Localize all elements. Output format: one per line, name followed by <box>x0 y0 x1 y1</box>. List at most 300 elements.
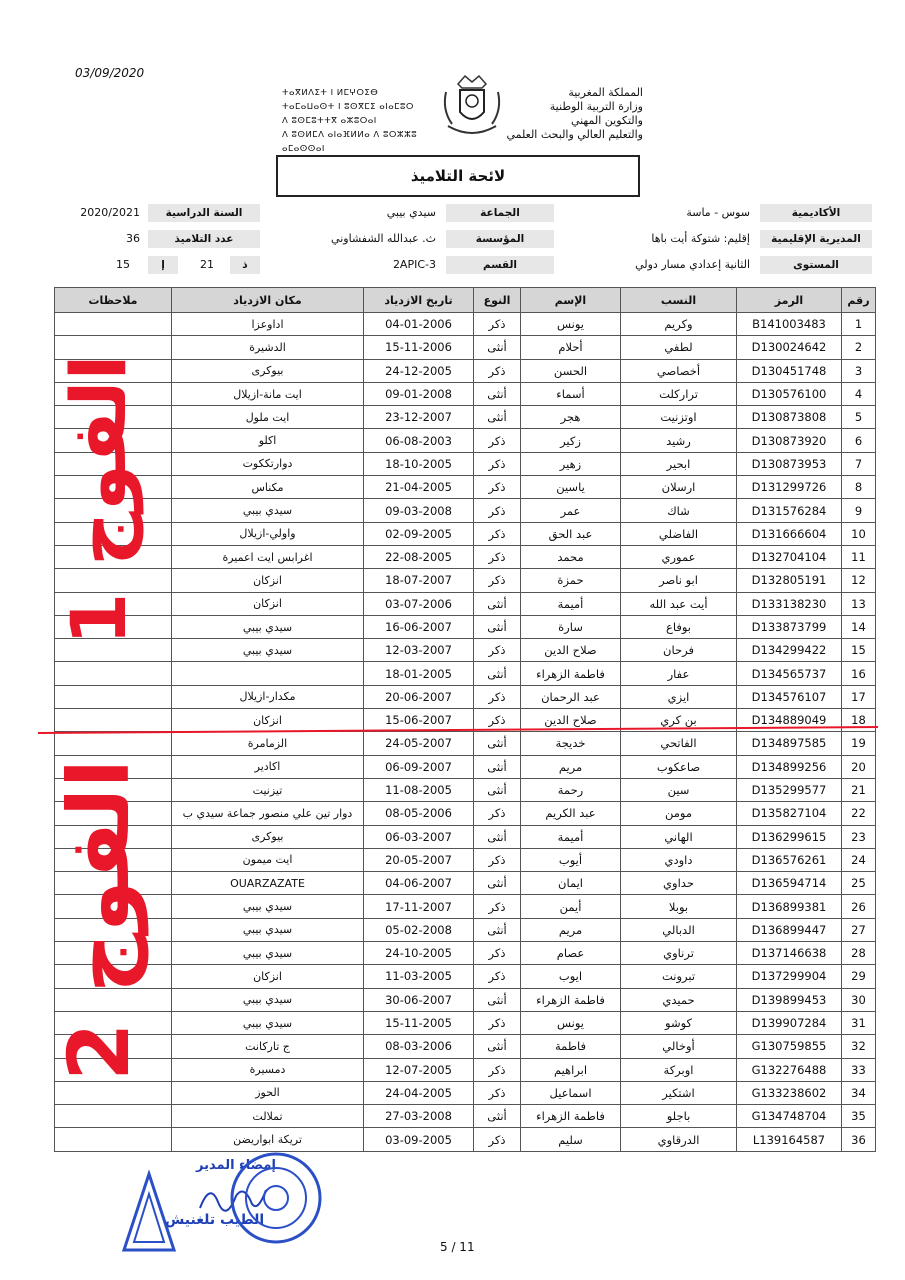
notes-cell <box>55 336 172 359</box>
birth-place-cell: اكلو <box>172 429 364 452</box>
code-cell: G132276488 <box>737 1058 842 1081</box>
notes-cell <box>55 639 172 662</box>
birth-date-cell: 24-12-2005 <box>364 359 474 382</box>
birth-place-cell: انزكان <box>172 709 364 732</box>
group1-label: الفوج 1 <box>54 354 143 646</box>
surname-cell: بوبلا <box>621 895 737 918</box>
signature-label: إمضاء المدير <box>196 1158 276 1173</box>
notes-cell <box>55 778 172 801</box>
table-row <box>55 429 876 452</box>
section-value: 2APIC-3 <box>392 258 436 271</box>
birth-date-cell: 12-03-2007 <box>364 639 474 662</box>
gender-cell: ذكر <box>474 965 521 988</box>
col-surname-header: النسب <box>621 288 737 313</box>
birth-date-cell: 20-06-2007 <box>364 685 474 708</box>
gender-cell: أنثى <box>474 825 521 848</box>
table-row <box>55 639 876 662</box>
code-cell: D134565737 <box>737 662 842 685</box>
birth-place-cell: مكناس <box>172 476 364 499</box>
tifinagh-line: ⴷ ⵓⵙⵍⵎⴷ ⴰⵏⴰⴼⵍⵍⴰ ⴷ ⵓⵔⵣⵣⵓ ⴰⵎⴰⵙⵙⴰⵏ <box>282 130 418 154</box>
surname-cell: اوتزنيت <box>621 406 737 429</box>
name-cell: سارة <box>521 615 621 638</box>
birth-date-cell: 23-12-2007 <box>364 406 474 429</box>
birth-place-cell: بيوكرى <box>172 825 364 848</box>
num-cell: 8 <box>842 476 876 499</box>
ministry-line: وزارة التربية الوطنية <box>549 100 643 113</box>
name-cell: زهير <box>521 452 621 475</box>
gender-cell: ذكر <box>474 709 521 732</box>
table-row <box>55 1035 876 1058</box>
code-cell: D130873953 <box>737 452 842 475</box>
gender-cell: أنثى <box>474 778 521 801</box>
print-date: 03/09/2020 <box>75 66 145 80</box>
col-gender-header: النوع <box>474 288 521 313</box>
num-cell: 34 <box>842 1081 876 1104</box>
gender-cell: ذكر <box>474 1128 521 1151</box>
name-cell: يونس <box>521 313 621 336</box>
name-cell: فاطمة <box>521 1035 621 1058</box>
code-cell: D134899256 <box>737 755 842 778</box>
num-cell: 2 <box>842 336 876 359</box>
col-code-header: الرمز <box>737 288 842 313</box>
surname-cell: وكريم <box>621 313 737 336</box>
notes-cell <box>55 802 172 825</box>
table-row <box>55 615 876 638</box>
birth-place-cell: انزكان <box>172 965 364 988</box>
birth-place-cell: دوارتككوت <box>172 452 364 475</box>
code-cell: D136576261 <box>737 848 842 871</box>
surname-cell: رشيد <box>621 429 737 452</box>
gender-cell: أنثى <box>474 1105 521 1128</box>
surname-cell: ترناوي <box>621 942 737 965</box>
gender-cell: ذكر <box>474 476 521 499</box>
commune-label: الجماعة <box>446 204 554 222</box>
num-cell: 30 <box>842 988 876 1011</box>
male-count-value: 21 <box>200 258 214 271</box>
official-stamp-icon <box>228 1150 324 1246</box>
code-cell: D139907284 <box>737 1011 842 1034</box>
institution-value: ث. عبدالله الشفشاوني <box>331 232 436 245</box>
code-cell: D136299615 <box>737 825 842 848</box>
birth-date-cell: 04-06-2007 <box>364 872 474 895</box>
name-cell: رحمة <box>521 778 621 801</box>
name-cell: فاطمة الزهراء <box>521 988 621 1011</box>
gender-cell: ذكر <box>474 1011 521 1034</box>
num-cell: 15 <box>842 639 876 662</box>
birth-date-cell: 24-05-2007 <box>364 732 474 755</box>
code-cell: D130024642 <box>737 336 842 359</box>
surname-cell: مومن <box>621 802 737 825</box>
num-cell: 12 <box>842 569 876 592</box>
code-cell: D131299726 <box>737 476 842 499</box>
surname-cell: كوشو <box>621 1011 737 1034</box>
surname-cell: الفاضلي <box>621 522 737 545</box>
tifinagh-line: ⴷ ⵓⵙⵎⵓⵜⵜⴳ ⴰⵣⵓⵔⴰⵏ <box>282 116 377 126</box>
birth-date-cell: 15-11-2005 <box>364 1011 474 1034</box>
surname-cell: فرحان <box>621 639 737 662</box>
male-count-label: ذ <box>230 256 260 274</box>
birth-date-cell: 06-03-2007 <box>364 825 474 848</box>
table-header-row <box>55 288 876 313</box>
birth-date-cell: 15-06-2007 <box>364 709 474 732</box>
name-cell: صلاح الدين <box>521 639 621 662</box>
name-cell: هجر <box>521 406 621 429</box>
table-row <box>55 732 876 755</box>
birth-date-cell: 20-05-2007 <box>364 848 474 871</box>
birth-date-cell: 18-01-2005 <box>364 662 474 685</box>
birth-place-cell: واولي-ازيلال <box>172 522 364 545</box>
ministry-tifinagh-header <box>282 86 432 156</box>
birth-place-cell: انزكان <box>172 592 364 615</box>
surname-cell: أيت عبد الله <box>621 592 737 615</box>
royal-emblem-icon <box>438 74 506 140</box>
num-cell: 27 <box>842 918 876 941</box>
birth-place-cell: ايت ميمون <box>172 848 364 871</box>
female-count-value: 15 <box>116 258 130 271</box>
num-cell: 5 <box>842 406 876 429</box>
birth-place-cell: اغرابس ايت اعميرة <box>172 545 364 568</box>
page-number: 5 / 11 <box>440 1240 475 1254</box>
name-cell: حمزة <box>521 569 621 592</box>
directorate-label: المديرية الإقليمية <box>760 230 872 248</box>
birth-place-cell: دوار تين علي منصور جماعة سيدي ب <box>172 802 364 825</box>
num-cell: 11 <box>842 545 876 568</box>
code-cell: D134897585 <box>737 732 842 755</box>
code-cell: D133873799 <box>737 615 842 638</box>
code-cell: D130873920 <box>737 429 842 452</box>
table-row <box>55 1105 876 1128</box>
gender-cell: ذكر <box>474 545 521 568</box>
name-cell: عبد الحق <box>521 522 621 545</box>
name-cell: عصام <box>521 942 621 965</box>
notes-cell <box>55 545 172 568</box>
name-cell: عبد الرحمان <box>521 685 621 708</box>
surname-cell: الدبالي <box>621 918 737 941</box>
birth-place-cell: سيدي بيبي <box>172 942 364 965</box>
academy-label: الأكاديمية <box>760 204 872 222</box>
table-row <box>55 872 876 895</box>
birth-place-cell: سيدي بيبي <box>172 988 364 1011</box>
birth-place-cell: ج تاركانت <box>172 1035 364 1058</box>
notes-cell <box>55 709 172 732</box>
gender-cell: أنثى <box>474 336 521 359</box>
notes-cell <box>55 429 172 452</box>
triangle-stamp-icon <box>120 1170 178 1254</box>
gender-cell: ذكر <box>474 452 521 475</box>
table-row <box>55 709 876 732</box>
table-row <box>55 499 876 522</box>
table-row <box>55 755 876 778</box>
surname-cell: لطفي <box>621 336 737 359</box>
birth-place-cell: مكدار-ازيلال <box>172 685 364 708</box>
num-cell: 20 <box>842 755 876 778</box>
birth-place-cell: OUARZAZATE <box>172 872 364 895</box>
table-row <box>55 476 876 499</box>
birth-date-cell: 02-09-2005 <box>364 522 474 545</box>
birth-place-cell: اكادير <box>172 755 364 778</box>
tifinagh-line: ⵜⴰⴳⵍⴷⵉⵜ ⵏ ⵍⵎⵖⵔⵉⴱ <box>282 88 379 98</box>
birth-place-cell: سيدي بيبي <box>172 639 364 662</box>
ministry-line: المملكة المغربية <box>568 86 643 99</box>
surname-cell: باجلو <box>621 1105 737 1128</box>
table-row <box>55 848 876 871</box>
surname-cell: عموري <box>621 545 737 568</box>
notes-cell <box>55 918 172 941</box>
surname-cell: تبرونت <box>621 965 737 988</box>
name-cell: ايوب <box>521 965 621 988</box>
gender-cell: ذكر <box>474 429 521 452</box>
notes-cell <box>55 1035 172 1058</box>
num-cell: 1 <box>842 313 876 336</box>
gender-cell: ذكر <box>474 895 521 918</box>
notes-cell <box>55 942 172 965</box>
col-birth-place-header: مكان الازدياد <box>172 288 364 313</box>
code-cell: D132704104 <box>737 545 842 568</box>
gender-cell: ذكر <box>474 848 521 871</box>
notes-cell <box>55 732 172 755</box>
student-count-value: 36 <box>126 232 140 245</box>
num-cell: 19 <box>842 732 876 755</box>
birth-date-cell: 24-04-2005 <box>364 1081 474 1104</box>
gender-cell: أنثى <box>474 592 521 615</box>
name-cell: عبد الكريم <box>521 802 621 825</box>
birth-place-cell: بيوكرى <box>172 359 364 382</box>
col-name-header: الإسم <box>521 288 621 313</box>
code-cell: D130576100 <box>737 382 842 405</box>
name-cell: صلاح الدين <box>521 709 621 732</box>
notes-cell <box>55 848 172 871</box>
birth-date-cell: 08-05-2006 <box>364 802 474 825</box>
name-cell: ياسين <box>521 476 621 499</box>
notes-cell <box>55 755 172 778</box>
birth-date-cell: 15-11-2006 <box>364 336 474 359</box>
surname-cell: ابو ناصر <box>621 569 737 592</box>
notes-cell <box>55 406 172 429</box>
num-cell: 18 <box>842 709 876 732</box>
num-cell: 33 <box>842 1058 876 1081</box>
num-cell: 32 <box>842 1035 876 1058</box>
birth-date-cell: 30-06-2007 <box>364 988 474 1011</box>
code-cell: D134889049 <box>737 709 842 732</box>
birth-place-cell: الدشيرة <box>172 336 364 359</box>
name-cell: يونس <box>521 1011 621 1034</box>
table-row <box>55 662 876 685</box>
surname-cell: صاعكوب <box>621 755 737 778</box>
birth-date-cell: 08-03-2006 <box>364 1035 474 1058</box>
birth-date-cell: 22-08-2005 <box>364 545 474 568</box>
commune-value: سيدي بيبي <box>386 206 436 219</box>
name-cell: اسماعيل <box>521 1081 621 1104</box>
table-row <box>55 522 876 545</box>
table-row <box>55 825 876 848</box>
school-year-label: السنة الدراسية <box>148 204 260 222</box>
surname-cell: سين <box>621 778 737 801</box>
num-cell: 7 <box>842 452 876 475</box>
surname-cell: اشتكير <box>621 1081 737 1104</box>
notes-cell <box>55 522 172 545</box>
notes-cell <box>55 476 172 499</box>
num-cell: 21 <box>842 778 876 801</box>
school-year-value: 2020/2021 <box>80 206 140 219</box>
name-cell: ايمان <box>521 872 621 895</box>
num-cell: 22 <box>842 802 876 825</box>
table-row <box>55 895 876 918</box>
surname-cell: اوبركة <box>621 1058 737 1081</box>
num-cell: 14 <box>842 615 876 638</box>
code-cell: D137299904 <box>737 965 842 988</box>
notes-cell <box>55 872 172 895</box>
surname-cell: بوفاع <box>621 615 737 638</box>
surname-cell: ارسلان <box>621 476 737 499</box>
num-cell: 16 <box>842 662 876 685</box>
num-cell: 26 <box>842 895 876 918</box>
birth-date-cell: 11-03-2005 <box>364 965 474 988</box>
surname-cell: الفاتحي <box>621 732 737 755</box>
name-cell: أحلام <box>521 336 621 359</box>
num-cell: 13 <box>842 592 876 615</box>
name-cell: أميمة <box>521 825 621 848</box>
gender-cell: أنثى <box>474 382 521 405</box>
birth-place-cell: سيدي بيبي <box>172 615 364 638</box>
name-cell: عمر <box>521 499 621 522</box>
code-cell: G133238602 <box>737 1081 842 1104</box>
code-cell: D139899453 <box>737 988 842 1011</box>
name-cell: فاطمة الزهراء <box>521 1105 621 1128</box>
table-row <box>55 1128 876 1151</box>
notes-cell <box>55 988 172 1011</box>
code-cell: D135299577 <box>737 778 842 801</box>
notes-cell <box>55 1058 172 1081</box>
name-cell: أيوب <box>521 848 621 871</box>
gender-cell: ذكر <box>474 359 521 382</box>
notes-cell <box>55 313 172 336</box>
name-cell: الحسن <box>521 359 621 382</box>
name-cell: زكير <box>521 429 621 452</box>
code-cell: D136594714 <box>737 872 842 895</box>
num-cell: 10 <box>842 522 876 545</box>
code-cell: G134748704 <box>737 1105 842 1128</box>
ministry-line: والتعليم العالي والبحث العلمي <box>506 128 643 141</box>
surname-cell: ايزي <box>621 685 737 708</box>
female-count-label: إ <box>148 256 178 274</box>
birth-date-cell: 24-10-2005 <box>364 942 474 965</box>
birth-place-cell: اداوعزا <box>172 313 364 336</box>
name-cell: مريم <box>521 918 621 941</box>
code-cell: B141003483 <box>737 313 842 336</box>
gender-cell: ذكر <box>474 569 521 592</box>
col-notes-header: ملاحظات <box>55 288 172 313</box>
name-cell: أسماء <box>521 382 621 405</box>
table-row <box>55 545 876 568</box>
table-row <box>55 778 876 801</box>
surname-cell: داودي <box>621 848 737 871</box>
birth-place-cell: ايت مانة-ازيلال <box>172 382 364 405</box>
table-row <box>55 406 876 429</box>
code-cell: D135827104 <box>737 802 842 825</box>
code-cell: D136899381 <box>737 895 842 918</box>
notes-cell <box>55 825 172 848</box>
birth-date-cell: 27-03-2008 <box>364 1105 474 1128</box>
table-row <box>55 452 876 475</box>
code-cell: D134576107 <box>737 685 842 708</box>
name-cell: فاطمة الزهراء <box>521 662 621 685</box>
num-cell: 29 <box>842 965 876 988</box>
num-cell: 24 <box>842 848 876 871</box>
ministry-line: والتكوين المهني <box>570 114 643 127</box>
table-row <box>55 685 876 708</box>
gender-cell: أنثى <box>474 732 521 755</box>
table-body <box>55 313 876 1152</box>
gender-cell: ذكر <box>474 685 521 708</box>
num-cell: 23 <box>842 825 876 848</box>
surname-cell: الهاني <box>621 825 737 848</box>
col-birth-date-header: تاريخ الازدياد <box>364 288 474 313</box>
table-row <box>55 942 876 965</box>
notes-cell <box>55 569 172 592</box>
birth-date-cell: 18-10-2005 <box>364 452 474 475</box>
code-cell: D137146638 <box>737 942 842 965</box>
name-cell: ابراهيم <box>521 1058 621 1081</box>
table-row <box>55 988 876 1011</box>
birth-place-cell: تملالت <box>172 1105 364 1128</box>
code-cell: D132805191 <box>737 569 842 592</box>
name-cell: محمد <box>521 545 621 568</box>
students-table <box>54 287 876 1152</box>
notes-cell <box>55 1081 172 1104</box>
num-cell: 3 <box>842 359 876 382</box>
gender-cell: ذكر <box>474 942 521 965</box>
code-cell: D130451748 <box>737 359 842 382</box>
birth-place-cell: سيدي بيبي <box>172 895 364 918</box>
gender-cell: أنثى <box>474 988 521 1011</box>
num-cell: 9 <box>842 499 876 522</box>
birth-date-cell: 16-06-2007 <box>364 615 474 638</box>
notes-cell <box>55 499 172 522</box>
notes-cell <box>55 1011 172 1034</box>
gender-cell: ذكر <box>474 522 521 545</box>
num-cell: 4 <box>842 382 876 405</box>
academy-value: سوس - ماسة <box>686 206 750 219</box>
table-row <box>55 918 876 941</box>
birth-date-cell: 06-08-2003 <box>364 429 474 452</box>
code-cell: D136899447 <box>737 918 842 941</box>
gender-cell: أنثى <box>474 662 521 685</box>
birth-place-cell <box>172 662 364 685</box>
notes-cell <box>55 592 172 615</box>
table-row <box>55 1081 876 1104</box>
notes-cell <box>55 895 172 918</box>
num-cell: 35 <box>842 1105 876 1128</box>
num-cell: 36 <box>842 1128 876 1151</box>
birth-place-cell: دمسيرة <box>172 1058 364 1081</box>
table-row <box>55 569 876 592</box>
birth-date-cell: 06-09-2007 <box>364 755 474 778</box>
birth-place-cell: ايت ملول <box>172 406 364 429</box>
surname-cell: حداوي <box>621 872 737 895</box>
level-label: المستوى <box>760 256 872 274</box>
table-row <box>55 965 876 988</box>
notes-cell <box>55 965 172 988</box>
birth-date-cell: 12-07-2005 <box>364 1058 474 1081</box>
birth-place-cell: تيزنيت <box>172 778 364 801</box>
notes-cell <box>55 1128 172 1151</box>
name-cell: مريم <box>521 755 621 778</box>
student-count-label: عدد التلاميذ <box>148 230 260 248</box>
code-cell: D133138230 <box>737 592 842 615</box>
birth-place-cell: الزمامرة <box>172 732 364 755</box>
birth-date-cell: 09-01-2008 <box>364 382 474 405</box>
notes-cell <box>55 1105 172 1128</box>
